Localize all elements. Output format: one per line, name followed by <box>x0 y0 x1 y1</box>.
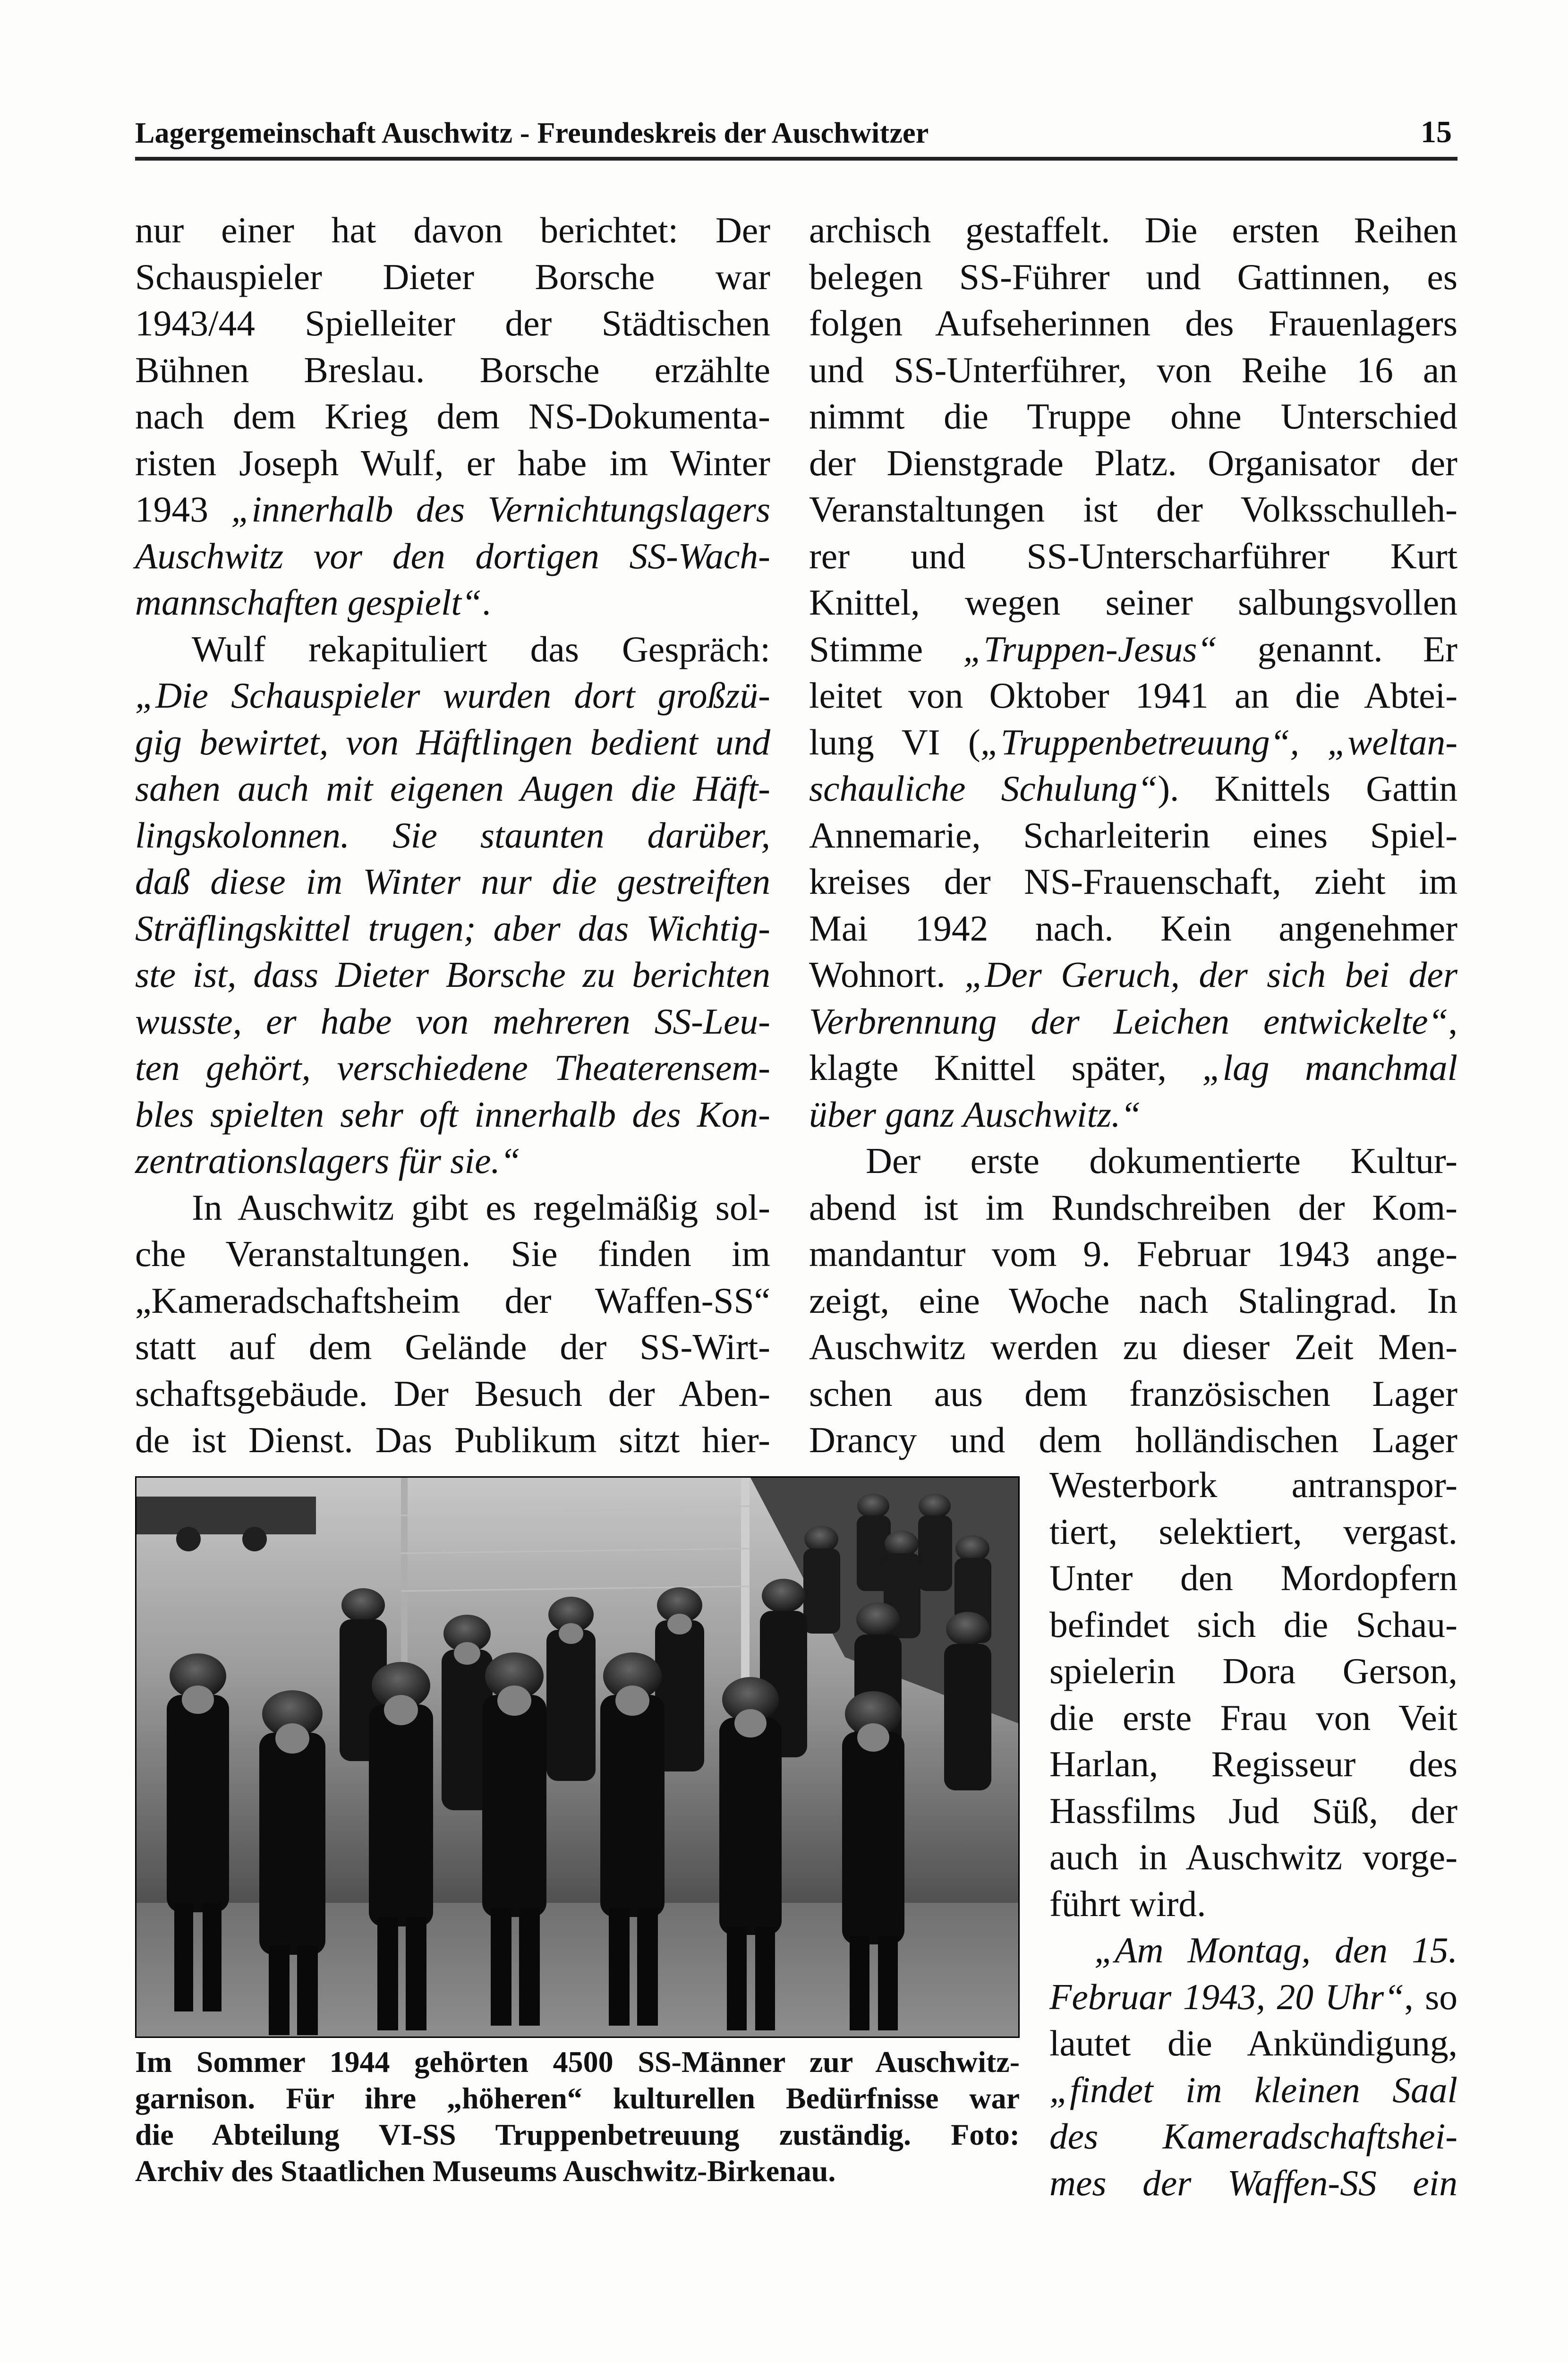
quote-run: zentrationslagers für sie.“ <box>135 1140 520 1181</box>
quote-run: ste ist, dass Dieter Borsche zu berichten <box>135 954 770 995</box>
text-line <box>1049 2113 1457 2160</box>
text-line <box>809 765 1457 812</box>
text-line: und SS-Unterführer, von Reihe 16 an <box>809 349 1457 390</box>
text-line: Auschwitz werden zu dieser Zeit Men- <box>809 1326 1457 1367</box>
text-line <box>135 1044 770 1091</box>
quote-run: „Truppenbetreuung“, „weltan- <box>980 721 1458 762</box>
text-line: abend ist im Rundschreiben der Kom- <box>809 1187 1457 1228</box>
text-line: kreises der NS-Frauenschaft, zieht im <box>809 861 1457 902</box>
page-number: 15 <box>1421 115 1452 149</box>
text-line: archisch gestaffelt. Die ersten Reihen <box>809 210 1457 250</box>
quote-run: wusste, er habe von mehreren SS-Leu- <box>135 1001 770 1042</box>
text-line: „Kameradschaftsheim der Waffen-SS“ <box>135 1280 770 1321</box>
text-line <box>135 858 770 905</box>
text-line <box>135 1091 770 1138</box>
text-run: . <box>482 582 491 623</box>
text-line <box>1049 1974 1457 2020</box>
quote-run: „innerhalb des Vernichtungslagers <box>231 489 771 530</box>
text-line: Westerbork antranspor- <box>1049 1464 1457 1505</box>
text-line: Unter den Mordopfern <box>1049 1558 1457 1598</box>
text-line: spielerin Dora Gerson, <box>1049 1651 1457 1691</box>
text-line <box>135 1138 770 1184</box>
quote-run: schauliche Schulung“ <box>809 768 1158 809</box>
text-run: lung VI ( <box>809 721 980 762</box>
text-line: Annemarie, Scharleiterin eines Spiel- <box>809 814 1457 856</box>
text-line <box>135 533 770 580</box>
text-line: Veranstaltungen ist der Volksschulleh- <box>809 489 1457 530</box>
quote-run: „findet im kleinen Saal <box>1049 2069 1457 2110</box>
quote-run: Auschwitz vor den dortigen SS-Wach- <box>135 535 770 576</box>
quote-run: sahen auch mit eigenen Augen die Häft- <box>135 768 770 809</box>
text-line: rer und SS-Unterscharführer Kurt <box>809 535 1457 576</box>
text-line: Drancy und dem holländischen Lager <box>809 1420 1457 1460</box>
text-line <box>135 765 770 812</box>
text-line: mandantur vom 9. Februar 1943 ange- <box>809 1233 1457 1274</box>
text-line <box>809 719 1457 766</box>
text-line <box>809 1091 1457 1138</box>
quote-run: „lag manchmal <box>1202 1047 1457 1088</box>
text-line: leitet von Oktober 1941 an die Abtei- <box>809 675 1457 716</box>
text-line <box>135 579 770 626</box>
text-line: schaftsgebäude. Der Besuch der Aben- <box>135 1373 770 1414</box>
header-title: Lagergemeinschaft Auschwitz - Freundeskreis der Auschwitzer <box>135 117 929 149</box>
text-line: Wulf rekapituliert das Gespräch: <box>192 628 770 669</box>
text-line: der Dienstgrade Platz. Organisator der <box>809 442 1457 483</box>
text-line: nur einer hat davon berichtet: Der <box>135 210 770 250</box>
text-line: lautet die Ankündigung, <box>1049 2023 1457 2063</box>
text-line: Knittel, wegen seiner salbungsvollen <box>809 582 1457 623</box>
text-line: nimmt die Truppe ohne Unterschied <box>809 396 1457 436</box>
text-line <box>135 486 770 533</box>
text-run: genannt. Er <box>1217 628 1457 669</box>
text-line: Bühnen Breslau. Borsche erzählte <box>135 349 770 390</box>
running-header <box>135 105 1457 161</box>
text-line: zeigt, eine Woche nach Stalingrad. In <box>809 1280 1457 1321</box>
quote-run: gig bewirtet, von Häftlingen bedient und <box>135 721 770 762</box>
photo-caption <box>135 2044 1020 2189</box>
text-line <box>135 672 770 719</box>
text-line: 1943/44 Spielleiter der Städtischen <box>135 303 770 343</box>
text-run: Stimme <box>809 628 963 669</box>
caption-line: Im Sommer 1944 gehörten 4500 SS-Männer zur Auschwitz- <box>135 2045 1020 2079</box>
text-line <box>1049 2160 1457 2207</box>
text-line: de ist Dienst. Das Publikum sitzt hier- <box>135 1420 770 1460</box>
quote-run: Verbrennung der Leichen entwickelte“ <box>809 1001 1449 1042</box>
text-line <box>135 719 770 766</box>
text-run: 1943 <box>135 489 231 530</box>
text-line <box>135 812 770 859</box>
text-line: Der erste dokumentierte Kultur- <box>866 1140 1457 1181</box>
quote-run: „Die Schauspieler wurden dort großzü- <box>135 675 770 716</box>
quote-run: Sträflingskittel trugen; aber das Wichtig- <box>135 907 770 949</box>
quote-run: ten gehört, verschiedene Theaterensem- <box>135 1047 770 1088</box>
text-column-beside-photo <box>1049 1462 1457 2206</box>
text-line <box>1049 2067 1457 2114</box>
text-line <box>1049 1927 1457 1974</box>
text-line: schen aus dem französischen Lager <box>809 1373 1457 1414</box>
text-line: Schauspieler Dieter Borsche war <box>135 256 770 297</box>
text-line <box>809 998 1457 1045</box>
text-line <box>135 998 770 1045</box>
quote-run: daß diese im Winter nur die gestreiften <box>135 861 770 902</box>
quote-run: „Truppen-Jesus“ <box>963 628 1218 669</box>
photo-illustration <box>136 1478 1018 2037</box>
text-line: folgen Aufseherinnen des Frauenlagers <box>809 303 1457 343</box>
text-line: die erste Frau von Veit <box>1049 1697 1457 1738</box>
text-line <box>135 905 770 952</box>
text-line <box>135 951 770 998</box>
caption-line: Archiv des Staatlichen Museums Auschwitz-Birkenau. <box>135 2154 836 2188</box>
text-column-right <box>809 207 1457 1463</box>
quote-run: lingskolonnen. Sie staunten darüber, <box>135 814 770 856</box>
text-run: , so <box>1404 1976 1457 2017</box>
text-column-left <box>135 207 770 1463</box>
text-line: Mai 1942 nach. Kein angenehmer <box>809 907 1457 949</box>
text-line: Harlan, Regisseur des <box>1049 1744 1457 1784</box>
text-line: In Auschwitz gibt es regelmäßig sol- <box>192 1187 770 1228</box>
text-line: führt wird. <box>1049 1883 1206 1924</box>
text-line: auch in Auschwitz vorge- <box>1049 1837 1457 1877</box>
quote-run: Februar 1943, 20 Uhr“ <box>1049 1976 1405 2017</box>
text-line: belegen SS-Führer und Gattinnen, es <box>809 256 1457 297</box>
text-run: klagte Knittel später, <box>809 1047 1202 1088</box>
caption-line: die Abteilung VI-SS Truppenbetreuung zuständig. Foto: <box>135 2118 1020 2151</box>
text-line <box>809 951 1457 998</box>
text-line: befindet sich die Schau- <box>1049 1604 1457 1645</box>
quote-run: mes der Waffen-SS ein <box>1049 2162 1457 2203</box>
text-line: tiert, selektiert, vergast. <box>1049 1511 1457 1552</box>
caption-line: garnison. Für ihre „höheren“ kulturellen Bedürfnisse war <box>135 2081 1020 2115</box>
quote-run: „Am Montag, den 15. <box>1094 1930 1457 1970</box>
text-line: Hassfilms Jud Süß, der <box>1049 1790 1457 1831</box>
quote-run: „Der Geruch, der sich bei der <box>964 954 1457 995</box>
quote-run: des Kameradschaftshei- <box>1049 2116 1457 2157</box>
text-run: Wohnort. <box>809 954 965 995</box>
quote-run: über ganz Auschwitz.“ <box>809 1094 1141 1135</box>
text-line <box>809 1044 1457 1091</box>
text-line: risten Joseph Wulf, er habe im Winter <box>135 442 770 483</box>
quote-run: mannschaften gespielt“ <box>135 582 482 623</box>
text-line: che Veranstaltungen. Sie finden im <box>135 1233 770 1274</box>
text-run: ). Knittels Gattin <box>1158 768 1457 809</box>
text-run: , <box>1448 1001 1457 1042</box>
quote-run: bles spielten sehr oft innerhalb des Kon- <box>135 1094 770 1135</box>
text-line: nach dem Krieg dem NS-Dokumenta- <box>135 396 770 436</box>
text-line <box>809 626 1457 673</box>
text-line: statt auf dem Gelände der SS-Wirt- <box>135 1326 770 1367</box>
historical-photo <box>135 1476 1020 2038</box>
